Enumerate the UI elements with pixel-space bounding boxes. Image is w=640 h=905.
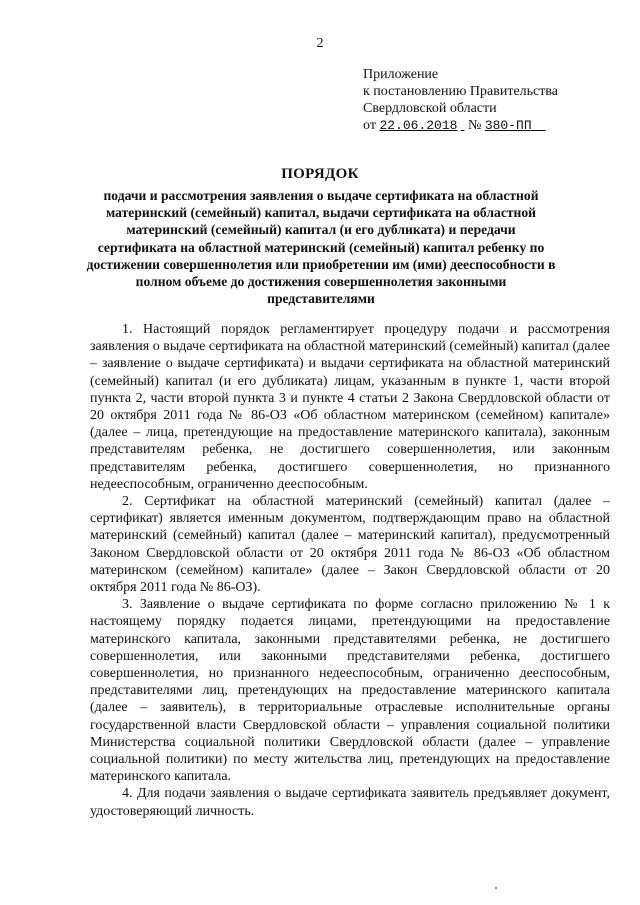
paragraph-1: 1. Настоящий порядок регламентирует процедуру подачи и рассмотрения заявления о выдаче сертификата на областной материнский (семейный) капитал (далее – заявление о выдаче сертификата) и выдачи сертификата на областной материнский (семейный) капитал (и его дубликата) лицам, указанным в пункте 1, части второй пункта 2, части второй пункта 3 и пункте 4 статьи 2 Закона Свердловской области от 20 октября 2011 года № 86-ОЗ «Об областном материнском (семейном) капитале» (далее – лица, претендующие на предоставление материнского капитала), законным представителям ребенка, не достигшего совершеннолетия, или законным представителям ребенка, достигшего совершеннолетия, но признанного недееспособным, ограниченно дееспособным. [90, 322, 610, 492]
date-prefix: от [363, 118, 376, 133]
document-title: ПОРЯДОК [281, 166, 359, 182]
paragraph-2: 2. Сертификат на областной материнский (семейный) капитал (далее – сертификат) является именным документом, подтверждающим право на областной материнский (семейный) капитал (далее – материнский капитал), предусмотренный Законом Свердловской области от 20 октября 2011 года № 86-ОЗ «Об областном материнском (семейном) капитале» (далее – Закон Свердловской области от 20 октября 2011 года № 86-ОЗ). [90, 494, 610, 596]
appendix-date-line [363, 117, 558, 134]
appendix-resolution-line: к постановлению Правительства [363, 84, 559, 99]
resolution-number: 380-ПП [484, 118, 532, 133]
number-prefix: № [467, 118, 482, 133]
paragraph-3: 3. Заявление о выдаче сертификата по форме согласно приложению № 1 к настоящему порядку подается лицами, претендующими на предоставление материнского капитала, законными представителями ребенка, не достигшего совершеннолетия, или законными представителями ребенка, достигшего совершеннолетия, но признанного недееспособным, ограниченно дееспособным, представителями лиц, претендующих на предоставление материнского капитала (далее – заявитель), в территориальные отраслевые исполнительные органы государственной власти Свердловской области – управления социальной политики Министерства социальной политики Свердловской области (далее – управление социальной политики) по месту жительства лиц, претендующих на предоставление материнского капитала. [90, 597, 610, 785]
page-number: 2 [316, 36, 324, 51]
appendix-region-line: Свердловской области [363, 101, 497, 116]
appendix-title: Приложение [363, 67, 439, 82]
document-body [90, 321, 610, 820]
resolution-date: 22.06.2018 [379, 118, 458, 133]
scan-speck [495, 887, 497, 889]
paragraph-4: 4. Для подачи заявления о выдаче сертификата заявитель предъявляет документ, удостоверяющий личность. [90, 786, 610, 819]
appendix-block [363, 66, 558, 134]
document-subtitle: подачи и рассмотрения заявления о выдаче сертификата на областной материнский (семейный) капитал, выдачи сертификата на областной материнский (семейный) капитал (и его дубликата) и передачи сертификата на областной материнский (семейный) капитал ребенку по достижении совершеннолетия или приобретении им (ими) дееспособности в полном объеме до достижения совершеннолетия законными представителями [86, 188, 556, 307]
